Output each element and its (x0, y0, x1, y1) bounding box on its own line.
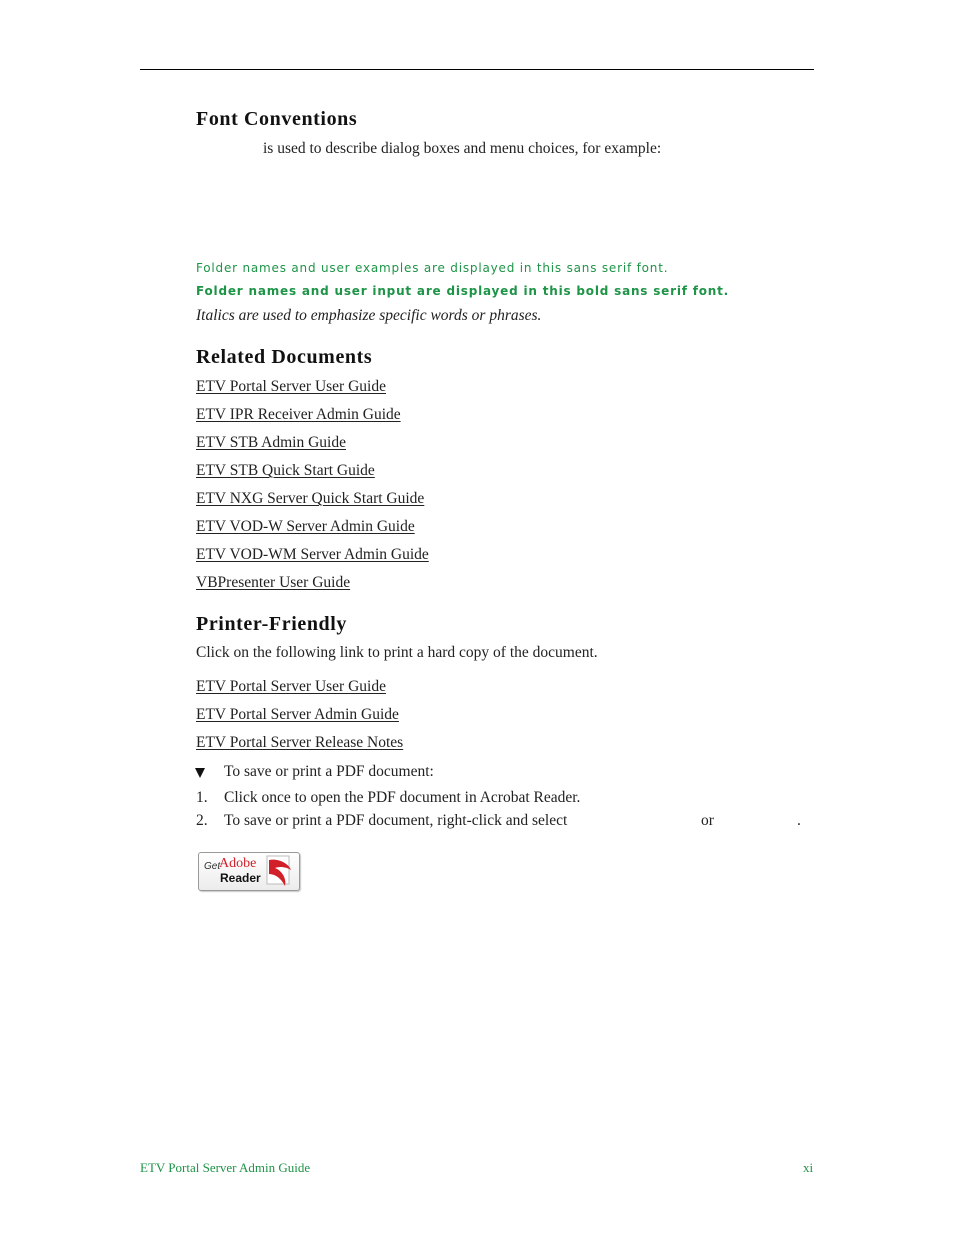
font-conventions-heading: Font Conventions (196, 108, 358, 130)
printer-friendly-intro: Click on the following link to print a hard copy of the document. (196, 644, 598, 661)
related-doc-link[interactable]: ETV STB Quick Start Guide (196, 462, 375, 479)
adobe-badge-adobe: Adobe (219, 856, 257, 871)
related-doc-link[interactable]: ETV STB Admin Guide (196, 434, 346, 451)
adobe-reader-logo-icon (261, 854, 297, 888)
sans-serif-example: Folder names and user examples are displayed in this sans serif font. (196, 261, 669, 275)
related-doc-link[interactable]: ETV VOD-WM Server Admin Guide (196, 546, 429, 563)
italic-example: Italics are used to emphasize specific words or phrases. (196, 307, 542, 324)
printable-doc-link[interactable]: ETV Portal Server User Guide (196, 678, 386, 695)
step-period: . (797, 812, 801, 829)
step-number: 2. (196, 812, 208, 829)
header-rule (140, 69, 814, 70)
printer-friendly-heading: Printer-Friendly (196, 613, 348, 635)
related-doc-link[interactable]: VBPresenter User Guide (196, 574, 351, 591)
step-text: Click once to open the PDF document in Acrobat Reader. (224, 789, 581, 806)
step-or-text: or (701, 812, 714, 829)
dialog-description: is used to describe dialog boxes and menu choices, for example: (263, 140, 662, 157)
adobe-badge-get: Get (204, 861, 221, 872)
get-adobe-reader-button[interactable] (198, 852, 300, 891)
footer-page-number: xi (803, 1160, 814, 1175)
adobe-badge-reader: Reader (220, 871, 261, 885)
bold-sans-serif-example: Folder names and user input are displayed in this bold sans serif font. (196, 284, 730, 298)
step-number: 1. (196, 789, 208, 806)
related-doc-link[interactable]: ETV Portal Server User Guide (196, 378, 386, 395)
procedure-title: To save or print a PDF document: (224, 763, 434, 780)
footer-document-title: ETV Portal Server Admin Guide (140, 1160, 311, 1175)
related-doc-link[interactable]: ETV IPR Receiver Admin Guide (196, 406, 401, 423)
related-doc-link[interactable]: ETV VOD-W Server Admin Guide (196, 518, 415, 535)
step-text: To save or print a PDF document, right-click and select (224, 812, 568, 829)
printable-doc-link[interactable]: ETV Portal Server Admin Guide (196, 706, 399, 723)
procedure-triangle-icon (195, 768, 205, 778)
related-documents-heading: Related Documents (196, 346, 373, 368)
related-doc-link[interactable]: ETV NXG Server Quick Start Guide (196, 490, 425, 507)
printable-doc-link[interactable]: ETV Portal Server Release Notes (196, 734, 404, 751)
